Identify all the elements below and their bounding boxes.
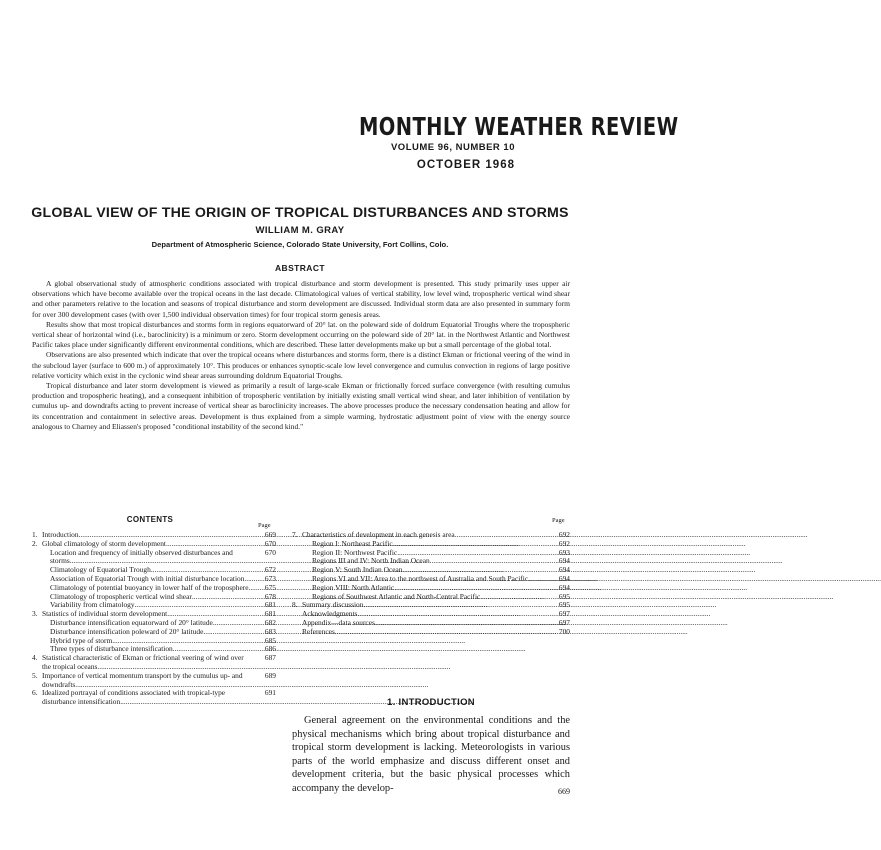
toc-entry-number: 4. [32, 653, 38, 663]
toc-entry-page: 686 [264, 644, 276, 654]
toc-entry-page: 681 [264, 609, 276, 619]
article-author: WILLIAM M. GRAY [255, 225, 345, 236]
toc-entry-title: Summary discussion ..... [302, 601, 548, 610]
toc-entry-title: References ..... [302, 628, 548, 637]
toc-entry-title: Idealized portrayal of conditions associated with tropical-type disturbance intensification ..... [42, 689, 254, 707]
toc-entry-number: 8. [292, 600, 298, 610]
toc-entry-page: 673 [264, 573, 276, 583]
toc-entry-number: 3. [32, 609, 38, 619]
abstract-paragraph: Observations are also presented which indicate that over the tropical oceans where disturbances and storms form, there is a distinct Ekman or frictional veering of the wind in the subcloud layer (surface to 600 m.) of approximately 10°. This produces or enhances synoptic-scale low level convergence and cumulus convection in regions of large positive relative vorticity which exist in the cyclonic wind shear areas surrounding doldrum Equatorial Troughs. [32, 350, 570, 380]
toc-entry-page: 689 [264, 670, 276, 680]
journal-title: MONTHLY WEATHER REVIEW [359, 112, 679, 141]
toc-entry-title: Disturbance intensification equatorward of 20° latitude ..... [42, 619, 254, 628]
toc-entry-number: 1. [32, 530, 38, 539]
toc-entry-page: 669 [264, 530, 276, 539]
toc-entry-title: Association of Equatorial Trough with initial disturbance location ..... [42, 575, 254, 584]
article-title: GLOBAL VIEW OF THE ORIGIN OF TROPICAL DISTURBANCES AND STORMS [31, 205, 569, 221]
toc-entry [32, 689, 276, 707]
toc-entry-page: 695 [558, 591, 570, 601]
abstract-heading: ABSTRACT [275, 263, 325, 273]
toc-entry-page: 693 [558, 547, 570, 557]
toc-entry-title: Introduction ..... [42, 531, 254, 540]
toc-entry-page: 672 [264, 565, 276, 575]
toc-entry-page: 682 [264, 617, 276, 627]
toc-entry-page: 678 [264, 591, 276, 601]
toc-entry-page: 685 [264, 635, 276, 645]
toc-entry-title: Climatology of tropospheric vertical wind shear ..... [42, 593, 254, 602]
introduction-paragraph: General agreement on the environmental conditions and the physical mechanisms which bring about tropical disturbance and tropical storm development is lacking. Meteorologists in various parts of the world emphasize and discuss different onset and development criteria, but the basic physical processes which accompany the develop- [292, 715, 570, 794]
toc-entry-page: 694 [558, 556, 570, 566]
masthead [315, 112, 679, 171]
volume-number: VOLUME 96, NUMBER 10 [390, 142, 515, 153]
abstract-paragraph: Tropical disturbance and later storm development is viewed as primarily a result of large-scale Ekman or frictionally forced surface convergence (with resulting cumulus production and tropospheric heating), and a consequent inhibition of tropospheric ventilation by initially existing small vertical wind shear, and later inhibition of ventilation by cumulus up- and downdrafts acting to prevent increase of vertical shear as baroclinicity increases. The above processes produce the necessary condensation heating and allow for its concentration and containment in selective areas. Development is thus explained from a simple warming, hydrostatic adjustment point of view with the energy source analogous to Charney and Eliassen's proposed "conditional instability of the second kind." [32, 381, 570, 431]
toc-entry-page: 694 [558, 582, 570, 592]
toc-entry-page: 687 [264, 653, 276, 663]
abstract-body [32, 279, 570, 432]
toc-entry-title: Climatology of Equatorial Trough ..... [42, 566, 254, 575]
introduction-heading: 1. INTRODUCTION [387, 697, 475, 708]
toc-entry-page: 670 [264, 538, 276, 548]
toc-entry-number: 2. [32, 538, 38, 548]
toc-entry-page: 692 [558, 530, 570, 539]
toc-entry-page: 683 [264, 626, 276, 636]
toc-entry-page: 675 [264, 582, 276, 592]
issue-date: OCTOBER 1968 [416, 159, 515, 171]
toc-entry [32, 654, 276, 672]
toc-entry [292, 628, 570, 637]
toc-right-column [292, 531, 570, 637]
author-affiliation: Department of Atmospheric Science, Colorado State University, Fort Collins, Colo. [151, 240, 449, 249]
toc-entry [32, 549, 276, 567]
toc-page-label-right: Page [552, 517, 565, 524]
contents-heading: CONTENTS [126, 515, 174, 524]
toc-entry-title: Characteristics of development in each genesis area ..... [302, 531, 548, 540]
toc-entry-title: Disturbance intensification poleward of 20° latitude ..... [42, 628, 254, 637]
toc-entry-page: 694 [558, 565, 570, 575]
toc-entry-page: 694 [558, 573, 570, 583]
introduction-body [292, 714, 570, 796]
toc-entry-title: Importance of vertical momentum transport by the cumulus up- and downdrafts ..... [42, 672, 254, 690]
toc-entry-title: Appendix—data sources ..... [302, 619, 548, 628]
abstract-paragraph: A global observational study of atmospheric conditions associated with tropical disturbance and storm development is presented. This study primarily uses upper air observations which have become available over the tropical oceans in the last decade. Climatological values of vertical stability, low level wind, tropospheric vertical wind shear and other parameters relative to the location and seasons of tropical disturbance and storm development are discussed. Individual storm data are also presented in summary form for over 300 development cases (with over 1,500 individual observation times) for four tropical storm genesis areas. [32, 279, 570, 319]
toc-entry-title: Regions of Southwest Atlantic and North-Central Pacific ..... [302, 593, 548, 602]
toc-entry-title: Regions III and IV: North Indian Ocean ..... [302, 557, 548, 566]
toc-entry-page: 695 [558, 600, 570, 610]
toc-entry-title: Region II: Northwest Pacific ..... [302, 549, 548, 558]
toc-entry-title: Climatology of potential buoyancy in lower half of the troposphere ..... [42, 584, 254, 593]
toc-entry-page: 691 [264, 688, 276, 698]
page-number: 669 [558, 787, 570, 796]
toc-entry-title: Location and frequency of initially observed disturbances and storms ..... [42, 549, 254, 567]
abstract-paragraph: Results show that most tropical disturbances and storms form in regions equatorward of 20° lat. on the poleward side of doldrum Equatorial Troughs where the tropospheric vertical shear of horizontal wind (i.e., baroclinicity) is a minimum or zero. Storm development occurring on the poleward side of 20° lat. in the Northwest Atlantic and Northwest Pacific takes place under significantly different environmental conditions, which are described. These latter developments make up but a small percentage of the global total. [32, 319, 570, 350]
toc-entry-title: Statistics of individual storm development ..... [42, 610, 254, 619]
toc-entry-page: 700 [558, 626, 570, 636]
toc-entry-title: Acknowledgments ..... [302, 610, 548, 619]
toc-entry-number: 6. [32, 688, 38, 698]
toc-entry-title: Three types of disturbance intensification ..... [42, 645, 254, 654]
toc-entry-number: 7. [292, 530, 298, 539]
toc-entry-page: 697 [558, 609, 570, 619]
toc-entry-title: Hybrid type of storm ..... [42, 637, 254, 646]
toc-entry-page: 670 [264, 547, 276, 557]
toc-entry-title: Region VIII: North Atlantic ..... [302, 584, 548, 593]
toc-page-label-left: Page [258, 522, 271, 529]
toc-entry-title: Statistical characteristic of Ekman or frictional veering of wind over the tropical oceans ..... [42, 654, 254, 672]
toc-entry-page: 692 [558, 538, 570, 548]
toc-entry-page: 697 [558, 617, 570, 627]
toc-left-column [32, 531, 276, 707]
toc-entry [32, 672, 276, 690]
toc-entry-title: Regions VI and VII: Area to the northwest of Australia and South Pacific ..... [302, 575, 548, 584]
toc-entry-title: Variability from climatology ..... [42, 601, 254, 610]
toc-entry-title: Global climatology of storm development ..... [42, 540, 254, 549]
toc-entry-page: 681 [264, 600, 276, 610]
toc-entry-title: Region V: South Indian Ocean ..... [302, 566, 548, 575]
toc-entry-number: 5. [32, 670, 38, 680]
toc-entry-title: Region I: Northeast Pacific ..... [302, 540, 548, 549]
